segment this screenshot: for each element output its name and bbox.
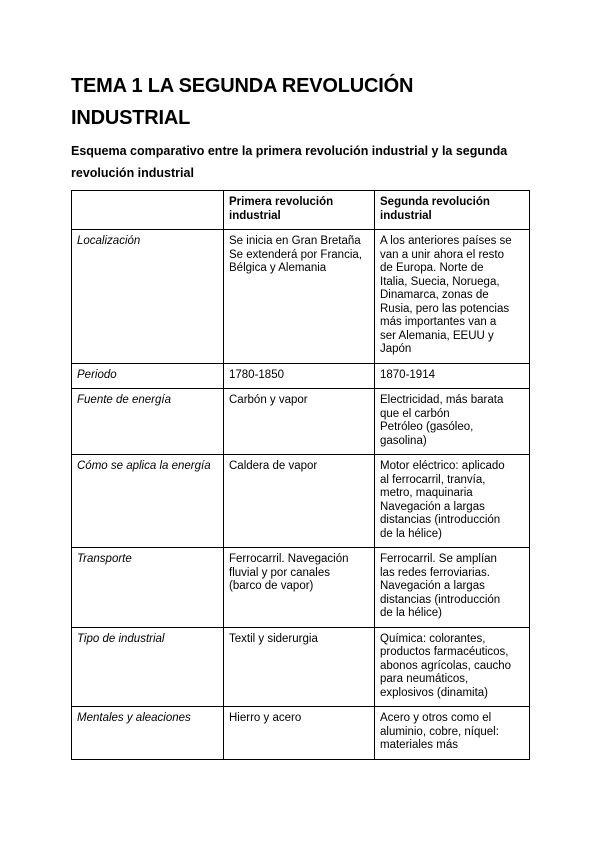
table-row bbox=[72, 707, 530, 760]
second-cell: A los anteriores países se van a unir ahora el resto de Europa. Norte de Italia, Suecia, Noruega, Dinamarca, zonas de Rusia, pero las potencias más importantes van a ser Alemania, EEUU y Japón bbox=[375, 230, 530, 364]
table-row bbox=[72, 230, 530, 364]
table-row bbox=[72, 627, 530, 707]
first-cell: Ferrocarril. Navegación fluvial y por canales (barco de vapor) bbox=[224, 548, 375, 628]
row-label: Localización bbox=[72, 230, 224, 364]
title-line-2: INDUSTRIAL bbox=[71, 107, 191, 129]
row-label: Fuente de energía bbox=[72, 389, 224, 455]
header-first-revolution: Primera revolución industrial bbox=[224, 191, 375, 230]
second-cell: Electricidad, más barata que el carbón Petróleo (gasóleo, gasolina) bbox=[375, 389, 530, 455]
subtitle bbox=[71, 140, 529, 184]
second-cell: Acero y otros como el aluminio, cobre, níquel: materiales más bbox=[375, 707, 530, 760]
subtitle-line-1: Esquema comparativo entre la primera revolución industrial y la segunda bbox=[71, 144, 508, 158]
table-row bbox=[72, 389, 530, 455]
first-cell: Caldera de vapor bbox=[224, 455, 375, 548]
first-cell: 1780-1850 bbox=[224, 363, 375, 389]
subtitle-line-2: revolución industrial bbox=[71, 166, 194, 180]
document-page bbox=[71, 70, 529, 760]
table-row bbox=[72, 455, 530, 548]
comparison-table bbox=[71, 190, 530, 760]
row-label: Cómo se aplica la energía bbox=[72, 455, 224, 548]
table-row bbox=[72, 363, 530, 389]
second-cell: Ferrocarril. Se amplían las redes ferroviarias. Navegación a largas distancias (introducción de la hélice) bbox=[375, 548, 530, 628]
first-cell: Carbón y vapor bbox=[224, 389, 375, 455]
table-row bbox=[72, 548, 530, 628]
second-cell: Motor eléctrico: aplicado al ferrocarril, tranvía, metro, maquinaria Navegación a largas distancias (introducción de la hélice) bbox=[375, 455, 530, 548]
header-empty bbox=[72, 191, 224, 230]
first-cell: Hierro y acero bbox=[224, 707, 375, 760]
row-label: Tipo de industrial bbox=[72, 627, 224, 707]
row-label: Transporte bbox=[72, 548, 224, 628]
row-label: Mentales y aleaciones bbox=[72, 707, 224, 760]
title-line-1: TEMA 1 LA SEGUNDA REVOLUCIÓN bbox=[71, 75, 414, 97]
first-cell: Se inicia en Gran Bretaña Se extenderá por Francia, Bélgica y Alemania bbox=[224, 230, 375, 364]
second-cell: Química: colorantes, productos farmacéuticos, abonos agrícolas, caucho para neumáticos, explosivos (dinamita) bbox=[375, 627, 530, 707]
row-label: Periodo bbox=[72, 363, 224, 389]
table-header-row bbox=[72, 191, 530, 230]
header-second-revolution: Segunda revolución industrial bbox=[375, 191, 530, 230]
page-title bbox=[71, 70, 529, 134]
first-cell: Textil y siderurgia bbox=[224, 627, 375, 707]
second-cell: 1870-1914 bbox=[375, 363, 530, 389]
